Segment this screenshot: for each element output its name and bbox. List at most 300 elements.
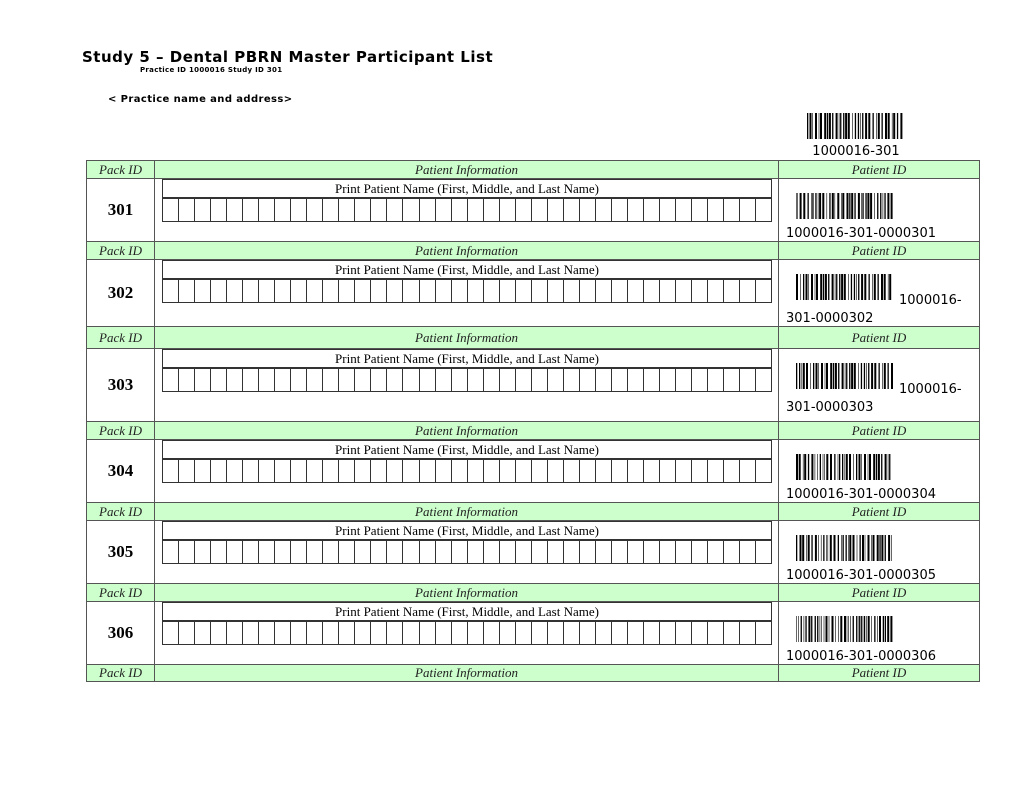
name-letter-cell[interactable] [644, 280, 660, 302]
name-letter-cell[interactable] [179, 199, 195, 221]
header-band [87, 583, 979, 601]
patient-barcode-label-line1: 1000016- [899, 382, 962, 397]
name-letter-cell[interactable] [275, 199, 291, 221]
participant-row [87, 348, 979, 421]
name-letter-cell[interactable] [532, 369, 548, 391]
name-letter-cell[interactable] [291, 460, 307, 482]
name-letter-cell[interactable] [179, 460, 195, 482]
name-letter-cell[interactable] [420, 369, 436, 391]
name-field-label: Print Patient Name (First, Middle, and Last Name) [162, 602, 772, 621]
name-letter-cell[interactable] [548, 369, 564, 391]
name-letter-cell[interactable] [291, 280, 307, 302]
pack-id-header: Pack ID [87, 665, 155, 681]
name-letter-cell[interactable] [227, 622, 243, 644]
name-letter-cell[interactable] [195, 199, 211, 221]
header-band [87, 502, 979, 520]
name-letter-cell[interactable] [484, 541, 500, 563]
name-letter-cell[interactable] [532, 622, 548, 644]
name-letter-cell[interactable] [403, 460, 419, 482]
participant-row [87, 178, 979, 241]
name-letter-cell[interactable] [195, 280, 211, 302]
name-letter-cell[interactable] [403, 541, 419, 563]
name-letter-cell[interactable] [756, 369, 772, 391]
name-letter-cell[interactable] [724, 369, 740, 391]
document-title: Study 5 – Dental PBRN Master Participant List [82, 48, 494, 66]
name-letter-cell[interactable] [548, 280, 564, 302]
patient-barcode-label-line2: 301-0000303 [786, 400, 874, 415]
name-letter-cell[interactable] [596, 199, 612, 221]
name-letter-cell[interactable] [339, 622, 355, 644]
name-letter-cell[interactable] [612, 622, 628, 644]
name-letter-cell[interactable] [243, 541, 259, 563]
name-letter-cell[interactable] [660, 199, 676, 221]
name-field-label: Print Patient Name (First, Middle, and Last Name) [162, 349, 772, 368]
name-letter-cell[interactable] [468, 541, 484, 563]
name-letter-cell[interactable] [516, 460, 532, 482]
name-letter-cell[interactable] [676, 369, 692, 391]
name-letter-cell[interactable] [452, 280, 468, 302]
patient-id-header: Patient ID [851, 161, 907, 177]
name-letter-cell[interactable] [500, 369, 516, 391]
name-letter-cell[interactable] [516, 369, 532, 391]
name-letter-cell[interactable] [195, 369, 211, 391]
name-letter-cell[interactable] [468, 199, 484, 221]
participant-row [87, 520, 979, 583]
name-letter-cell[interactable] [323, 622, 339, 644]
name-letter-cell[interactable] [355, 199, 371, 221]
name-letter-cell[interactable] [676, 541, 692, 563]
patient-id-header: Patient ID [851, 665, 907, 680]
patient-barcode [795, 535, 893, 561]
pack-id: 304 [87, 440, 155, 502]
patient-barcode [795, 274, 893, 300]
name-letter-cell[interactable] [564, 541, 580, 563]
name-letter-cell[interactable] [724, 460, 740, 482]
name-letter-cell[interactable] [243, 280, 259, 302]
name-letter-cell[interactable] [436, 622, 452, 644]
name-letter-cell[interactable] [596, 622, 612, 644]
name-letter-cell[interactable] [628, 199, 644, 221]
name-letter-cell[interactable] [484, 369, 500, 391]
name-letter-cell[interactable] [740, 280, 756, 302]
name-letter-cell[interactable] [468, 622, 484, 644]
name-letter-cell[interactable] [580, 369, 596, 391]
name-letter-cell[interactable] [339, 460, 355, 482]
name-letter-cell[interactable] [660, 622, 676, 644]
name-letter-cell[interactable] [371, 460, 387, 482]
name-letter-cell[interactable] [692, 541, 708, 563]
name-letter-cell[interactable] [740, 369, 756, 391]
name-field-label: Print Patient Name (First, Middle, and Last Name) [162, 521, 772, 540]
name-letter-cell[interactable] [740, 460, 756, 482]
name-letter-cell[interactable] [564, 280, 580, 302]
name-letter-cell[interactable] [420, 622, 436, 644]
name-letter-cell[interactable] [179, 369, 195, 391]
header-band [87, 421, 979, 439]
name-letter-cell[interactable] [564, 199, 580, 221]
name-letter-cell[interactable] [307, 280, 323, 302]
name-letter-cell[interactable] [564, 460, 580, 482]
name-letter-cell[interactable] [708, 541, 724, 563]
name-letter-cell[interactable] [580, 622, 596, 644]
name-letter-cell[interactable] [452, 541, 468, 563]
patient-id-header: Patient ID [851, 422, 907, 438]
name-letter-cell[interactable] [692, 622, 708, 644]
name-letter-cell[interactable] [708, 369, 724, 391]
patient-barcode-label: 1000016-301-0000305 [786, 568, 936, 583]
name-letter-cell[interactable] [516, 280, 532, 302]
name-letter-cell[interactable] [323, 199, 339, 221]
name-letter-cell[interactable] [484, 199, 500, 221]
name-letter-cell[interactable] [516, 199, 532, 221]
patient-information-header: Patient Information [155, 503, 779, 520]
name-letter-cell[interactable] [387, 280, 403, 302]
name-letter-cell[interactable] [371, 541, 387, 563]
name-letter-cell[interactable] [676, 460, 692, 482]
name-letter-cell[interactable] [420, 460, 436, 482]
name-letter-cell[interactable] [243, 460, 259, 482]
name-letter-cell[interactable] [275, 460, 291, 482]
name-letter-cell[interactable] [692, 280, 708, 302]
name-letter-cell[interactable] [179, 622, 195, 644]
name-letter-cell[interactable] [179, 280, 195, 302]
name-letter-cell[interactable] [339, 369, 355, 391]
name-letter-cell[interactable] [291, 622, 307, 644]
patient-barcode-label-line2: 301-0000302 [786, 311, 874, 326]
patient-name-cells[interactable] [162, 540, 772, 564]
name-letter-cell[interactable] [676, 280, 692, 302]
name-letter-cell[interactable] [532, 199, 548, 221]
name-letter-cell[interactable] [708, 199, 724, 221]
name-letter-cell[interactable] [612, 541, 628, 563]
patient-barcode-label: 1000016-301-0000306 [786, 649, 936, 664]
name-letter-cell[interactable] [163, 199, 179, 221]
name-letter-cell[interactable] [708, 622, 724, 644]
name-letter-cell[interactable] [644, 622, 660, 644]
name-letter-cell[interactable] [387, 622, 403, 644]
name-letter-cell[interactable] [580, 541, 596, 563]
name-letter-cell[interactable] [291, 369, 307, 391]
name-letter-cell[interactable] [612, 460, 628, 482]
participant-row [87, 439, 979, 502]
name-letter-cell[interactable] [756, 280, 772, 302]
name-field-label: Print Patient Name (First, Middle, and Last Name) [162, 260, 772, 279]
name-letter-cell[interactable] [724, 541, 740, 563]
name-letter-cell[interactable] [323, 369, 339, 391]
name-letter-cell[interactable] [692, 199, 708, 221]
name-letter-cell[interactable] [355, 369, 371, 391]
patient-name-cells[interactable] [162, 368, 772, 392]
patient-id-header: Patient ID [851, 503, 907, 519]
patient-name-cells[interactable] [162, 279, 772, 303]
name-letter-cell[interactable] [307, 460, 323, 482]
name-letter-cell[interactable] [468, 280, 484, 302]
name-letter-cell[interactable] [596, 280, 612, 302]
name-letter-cell[interactable] [724, 280, 740, 302]
name-letter-cell[interactable] [163, 280, 179, 302]
patient-information-header: Patient Information [155, 422, 779, 439]
pack-id-header: Pack ID [87, 327, 155, 348]
name-letter-cell[interactable] [211, 622, 227, 644]
name-letter-cell[interactable] [660, 369, 676, 391]
name-letter-cell[interactable] [179, 541, 195, 563]
name-letter-cell[interactable] [420, 541, 436, 563]
name-letter-cell[interactable] [291, 199, 307, 221]
name-field-label: Print Patient Name (First, Middle, and Last Name) [162, 179, 772, 198]
name-letter-cell[interactable] [227, 460, 243, 482]
pack-id: 302 [87, 260, 155, 326]
name-letter-cell[interactable] [756, 199, 772, 221]
name-letter-cell[interactable] [307, 541, 323, 563]
name-letter-cell[interactable] [660, 541, 676, 563]
name-letter-cell[interactable] [468, 369, 484, 391]
name-letter-cell[interactable] [211, 460, 227, 482]
name-letter-cell[interactable] [307, 199, 323, 221]
name-letter-cell[interactable] [516, 541, 532, 563]
name-letter-cell[interactable] [403, 369, 419, 391]
patient-information-header: Patient Information [155, 242, 779, 259]
name-letter-cell[interactable] [532, 280, 548, 302]
name-letter-cell[interactable] [612, 369, 628, 391]
name-letter-cell[interactable] [628, 541, 644, 563]
name-letter-cell[interactable] [195, 541, 211, 563]
name-letter-cell[interactable] [323, 280, 339, 302]
name-letter-cell[interactable] [436, 460, 452, 482]
header-band [87, 664, 979, 682]
name-letter-cell[interactable] [692, 369, 708, 391]
pack-id-header: Pack ID [87, 242, 155, 259]
name-letter-cell[interactable] [211, 199, 227, 221]
header-barcode-label: 1000016-301 [812, 144, 900, 159]
name-letter-cell[interactable] [452, 369, 468, 391]
header-band [87, 326, 979, 348]
name-letter-cell[interactable] [628, 369, 644, 391]
name-letter-cell[interactable] [195, 460, 211, 482]
name-letter-cell[interactable] [291, 541, 307, 563]
name-letter-cell[interactable] [339, 199, 355, 221]
name-letter-cell[interactable] [259, 369, 275, 391]
patient-name-cells[interactable] [162, 459, 772, 483]
patient-barcode [795, 454, 893, 480]
name-letter-cell[interactable] [195, 622, 211, 644]
name-letter-cell[interactable] [756, 460, 772, 482]
name-letter-cell[interactable] [420, 280, 436, 302]
name-letter-cell[interactable] [339, 541, 355, 563]
name-letter-cell[interactable] [163, 541, 179, 563]
pack-id: 305 [87, 521, 155, 583]
name-letter-cell[interactable] [500, 460, 516, 482]
name-letter-cell[interactable] [387, 369, 403, 391]
name-letter-cell[interactable] [243, 199, 259, 221]
pack-id-header: Pack ID [87, 422, 155, 439]
name-letter-cell[interactable] [548, 460, 564, 482]
patient-id-header: Patient ID [851, 584, 907, 600]
name-letter-cell[interactable] [259, 280, 275, 302]
name-letter-cell[interactable] [275, 541, 291, 563]
name-letter-cell[interactable] [436, 280, 452, 302]
name-letter-cell[interactable] [500, 280, 516, 302]
patient-information-header: Patient Information [155, 327, 779, 348]
header-barcode [806, 113, 904, 139]
name-letter-cell[interactable] [387, 460, 403, 482]
name-letter-cell[interactable] [403, 280, 419, 302]
pack-id-header: Pack ID [87, 161, 155, 178]
name-letter-cell[interactable] [564, 369, 580, 391]
pack-id: 301 [87, 179, 155, 241]
name-letter-cell[interactable] [676, 622, 692, 644]
name-letter-cell[interactable] [516, 622, 532, 644]
patient-information-header: Patient Information [155, 161, 779, 178]
name-letter-cell[interactable] [355, 622, 371, 644]
name-letter-cell[interactable] [163, 369, 179, 391]
name-letter-cell[interactable] [163, 622, 179, 644]
name-letter-cell[interactable] [708, 460, 724, 482]
name-letter-cell[interactable] [612, 280, 628, 302]
name-letter-cell[interactable] [371, 199, 387, 221]
name-letter-cell[interactable] [227, 541, 243, 563]
name-letter-cell[interactable] [740, 622, 756, 644]
practice-name-address: < Practice name and address> [108, 94, 293, 105]
pack-id: 306 [87, 602, 155, 664]
name-letter-cell[interactable] [307, 369, 323, 391]
name-letter-cell[interactable] [259, 622, 275, 644]
name-letter-cell[interactable] [676, 199, 692, 221]
name-letter-cell[interactable] [564, 622, 580, 644]
name-letter-cell[interactable] [644, 541, 660, 563]
name-letter-cell[interactable] [644, 369, 660, 391]
name-letter-cell[interactable] [323, 460, 339, 482]
name-letter-cell[interactable] [596, 541, 612, 563]
name-letter-cell[interactable] [420, 199, 436, 221]
pack-id-header: Pack ID [87, 503, 155, 520]
name-letter-cell[interactable] [532, 460, 548, 482]
name-letter-cell[interactable] [644, 460, 660, 482]
name-letter-cell[interactable] [580, 199, 596, 221]
name-letter-cell[interactable] [371, 280, 387, 302]
name-letter-cell[interactable] [548, 199, 564, 221]
name-letter-cell[interactable] [243, 369, 259, 391]
name-letter-cell[interactable] [387, 199, 403, 221]
name-letter-cell[interactable] [259, 199, 275, 221]
name-letter-cell[interactable] [307, 622, 323, 644]
patient-information-header: Patient Information [155, 584, 779, 601]
name-letter-cell[interactable] [371, 369, 387, 391]
header-band [87, 160, 979, 178]
pack-id-header: Pack ID [87, 584, 155, 601]
name-letter-cell[interactable] [756, 541, 772, 563]
patient-barcode [795, 193, 893, 219]
name-letter-cell[interactable] [580, 460, 596, 482]
name-letter-cell[interactable] [724, 622, 740, 644]
name-letter-cell[interactable] [403, 622, 419, 644]
name-letter-cell[interactable] [452, 460, 468, 482]
name-letter-cell[interactable] [484, 622, 500, 644]
name-letter-cell[interactable] [355, 280, 371, 302]
name-letter-cell[interactable] [612, 199, 628, 221]
name-letter-cell[interactable] [580, 280, 596, 302]
header-band [87, 241, 979, 259]
name-letter-cell[interactable] [275, 369, 291, 391]
name-letter-cell[interactable] [500, 541, 516, 563]
pack-id: 303 [87, 349, 155, 421]
name-letter-cell[interactable] [259, 460, 275, 482]
patient-name-cells[interactable] [162, 621, 772, 645]
name-field-label: Print Patient Name (First, Middle, and Last Name) [162, 440, 772, 459]
patient-information-header: Patient Information [155, 665, 779, 681]
name-letter-cell[interactable] [484, 280, 500, 302]
name-letter-cell[interactable] [660, 460, 676, 482]
participant-row [87, 259, 979, 326]
patient-name-cells[interactable] [162, 198, 772, 222]
name-letter-cell[interactable] [259, 541, 275, 563]
name-letter-cell[interactable] [243, 622, 259, 644]
patient-id-header: Patient ID [851, 242, 907, 258]
name-letter-cell[interactable] [339, 280, 355, 302]
name-letter-cell[interactable] [227, 369, 243, 391]
name-letter-cell[interactable] [436, 369, 452, 391]
patient-barcode [795, 616, 893, 642]
name-letter-cell[interactable] [436, 199, 452, 221]
name-letter-cell[interactable] [355, 460, 371, 482]
name-letter-cell[interactable] [644, 199, 660, 221]
name-letter-cell[interactable] [628, 622, 644, 644]
name-letter-cell[interactable] [163, 460, 179, 482]
name-letter-cell[interactable] [323, 541, 339, 563]
name-letter-cell[interactable] [740, 541, 756, 563]
name-letter-cell[interactable] [452, 622, 468, 644]
name-letter-cell[interactable] [211, 280, 227, 302]
name-letter-cell[interactable] [227, 199, 243, 221]
name-letter-cell[interactable] [371, 622, 387, 644]
name-letter-cell[interactable] [756, 622, 772, 644]
name-letter-cell[interactable] [740, 199, 756, 221]
name-letter-cell[interactable] [596, 369, 612, 391]
name-letter-cell[interactable] [275, 280, 291, 302]
name-letter-cell[interactable] [275, 622, 291, 644]
name-letter-cell[interactable] [532, 541, 548, 563]
patient-id-header: Patient ID [851, 329, 907, 345]
name-letter-cell[interactable] [387, 541, 403, 563]
name-letter-cell[interactable] [484, 460, 500, 482]
name-letter-cell[interactable] [500, 622, 516, 644]
name-letter-cell[interactable] [660, 280, 676, 302]
patient-barcode [795, 363, 893, 389]
name-letter-cell[interactable] [436, 541, 452, 563]
participant-table [86, 160, 980, 682]
name-letter-cell[interactable] [403, 199, 419, 221]
name-letter-cell[interactable] [211, 369, 227, 391]
name-letter-cell[interactable] [724, 199, 740, 221]
name-letter-cell[interactable] [500, 199, 516, 221]
document-subtitle: Practice ID 1000016 Study ID 301 [140, 66, 283, 74]
name-letter-cell[interactable] [227, 280, 243, 302]
name-letter-cell[interactable] [692, 460, 708, 482]
name-letter-cell[interactable] [355, 541, 371, 563]
name-letter-cell[interactable] [628, 280, 644, 302]
participant-row [87, 601, 979, 664]
patient-barcode-label-line1: 1000016- [899, 293, 962, 308]
name-letter-cell[interactable] [211, 541, 227, 563]
name-letter-cell[interactable] [708, 280, 724, 302]
name-letter-cell[interactable] [452, 199, 468, 221]
name-letter-cell[interactable] [468, 460, 484, 482]
name-letter-cell[interactable] [596, 460, 612, 482]
patient-barcode-label: 1000016-301-0000301 [786, 226, 936, 241]
name-letter-cell[interactable] [628, 460, 644, 482]
name-letter-cell[interactable] [548, 622, 564, 644]
patient-barcode-label: 1000016-301-0000304 [786, 487, 936, 502]
name-letter-cell[interactable] [548, 541, 564, 563]
